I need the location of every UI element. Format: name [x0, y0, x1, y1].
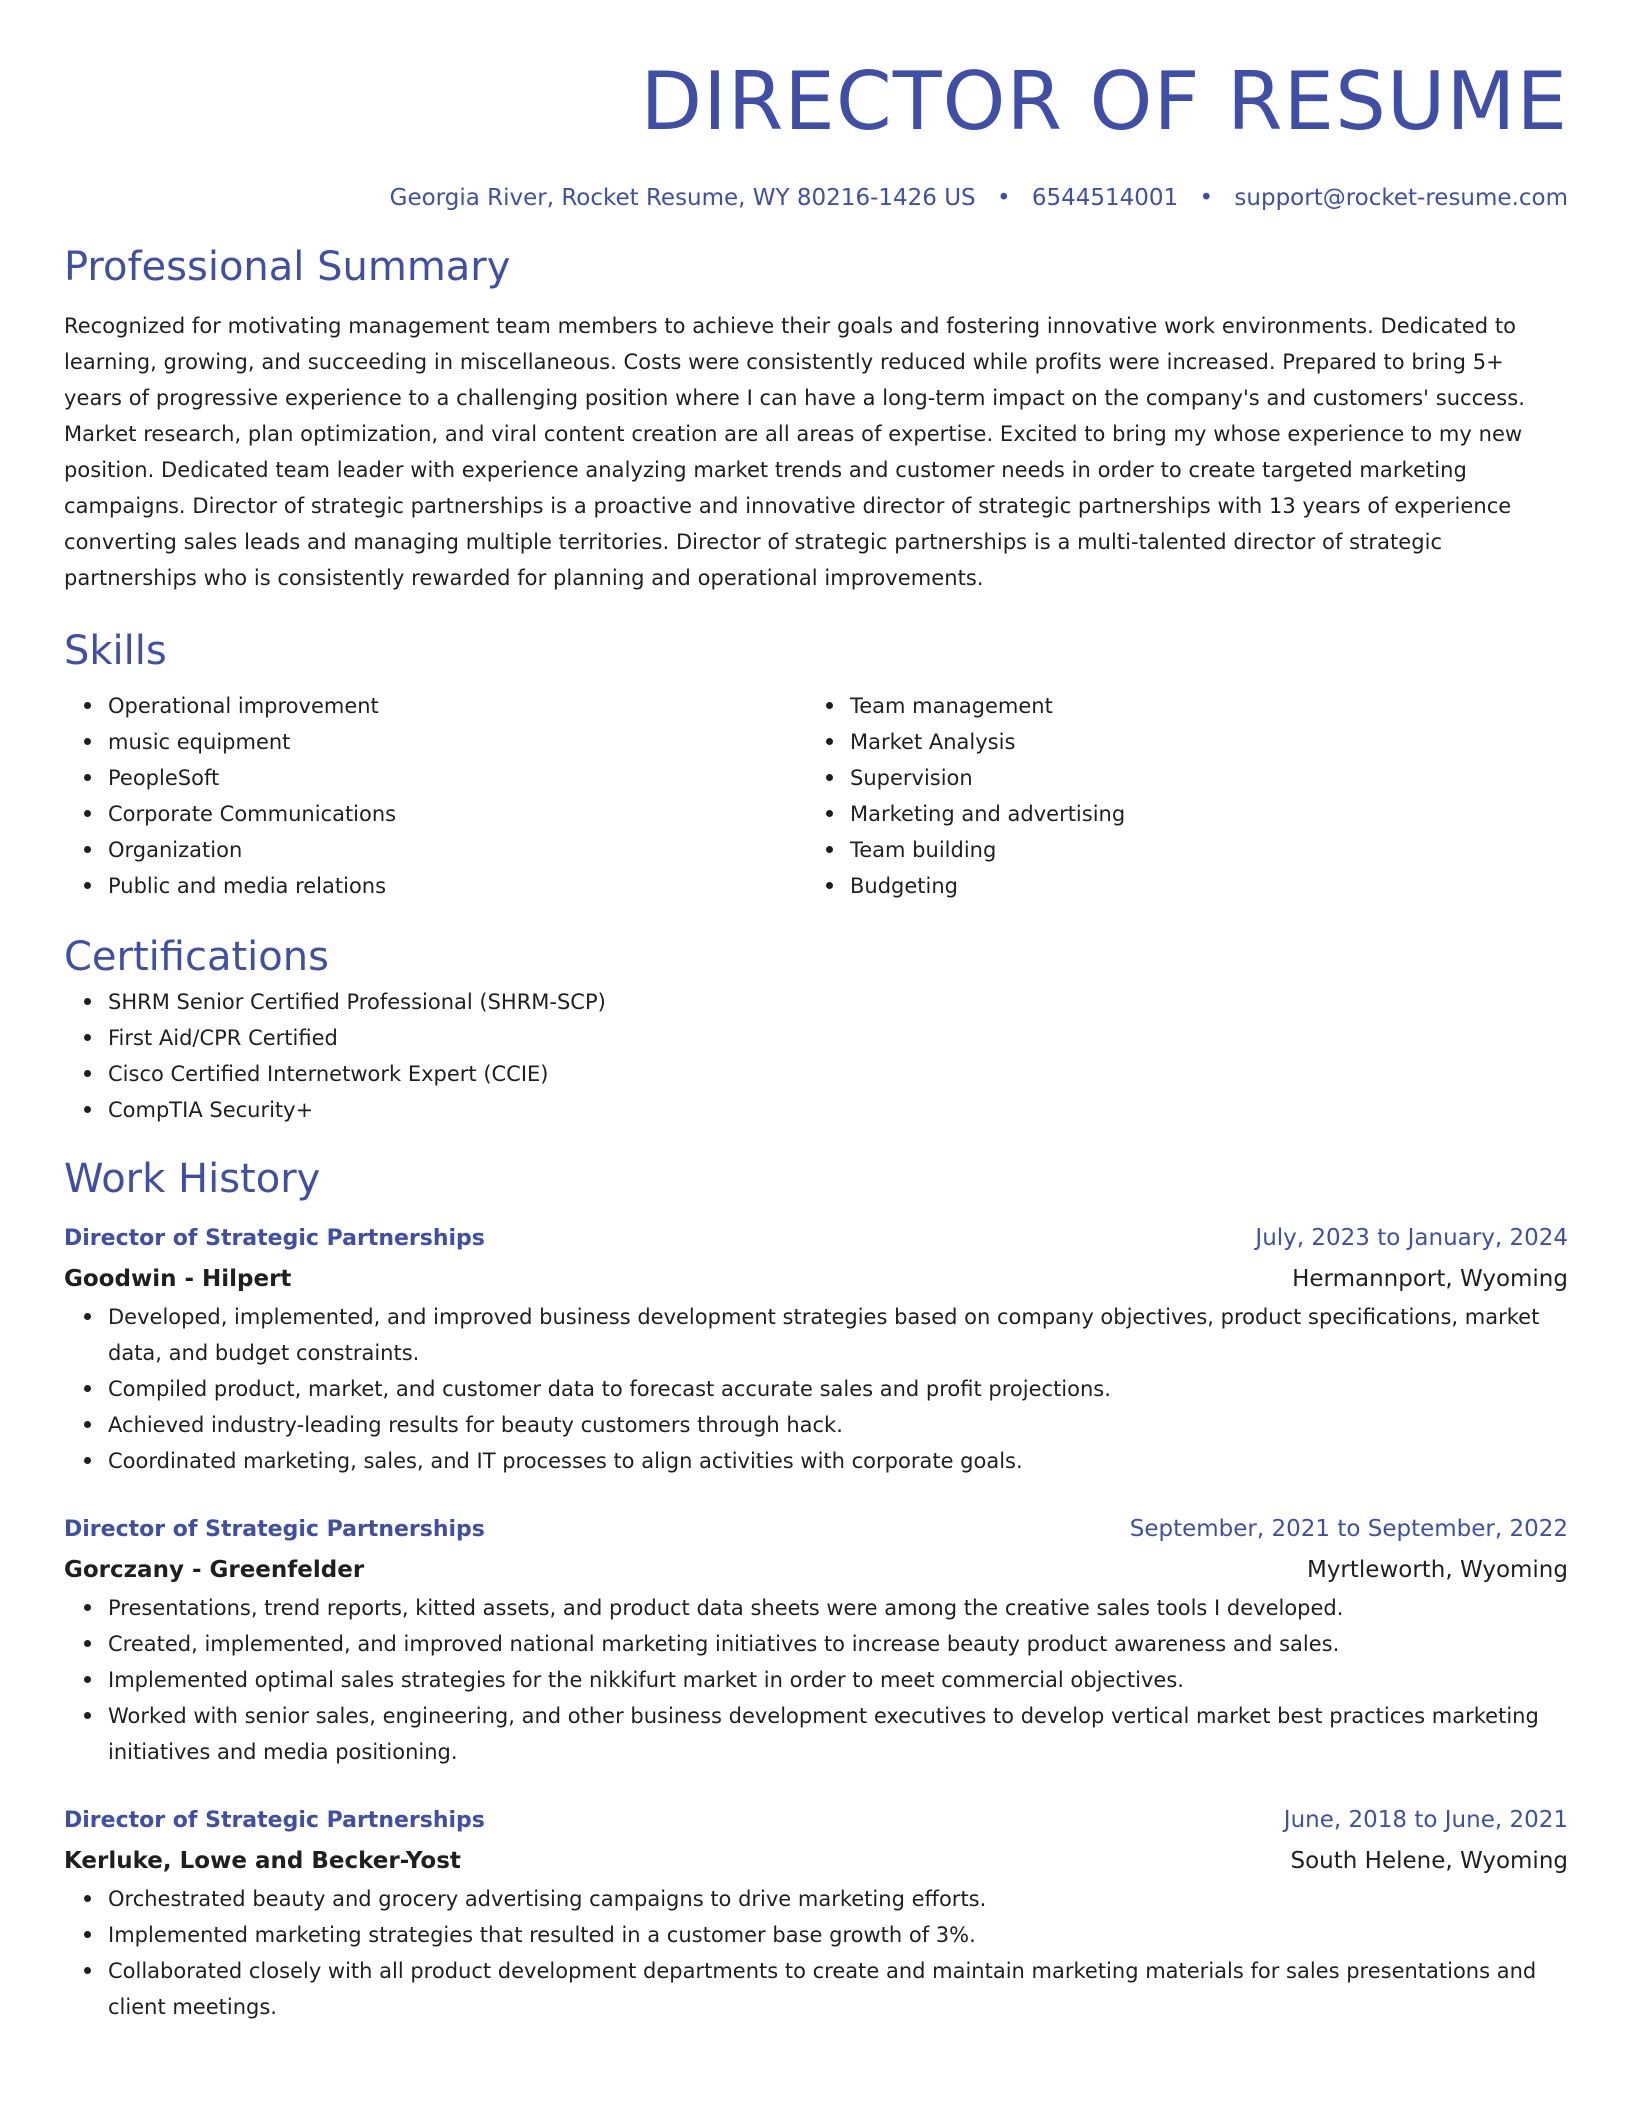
contact-line	[64, 182, 1568, 214]
resume-page	[64, 0, 1568, 2025]
section-title-certifications: Certifications	[64, 934, 329, 980]
skill-item: Team building	[850, 832, 1548, 868]
skill-item: Corporate Communications	[108, 796, 806, 832]
skills-column-right	[806, 688, 1548, 904]
job-bullet: Implemented marketing strategies that resulted in a customer base growth of 3%.	[108, 1917, 1568, 1953]
job-company: Kerluke, Lowe and Becker-Yost	[64, 1848, 461, 1874]
job-location: South Helene, Wyoming	[1290, 1848, 1568, 1874]
job-company: Gorczany - Greenfelder	[64, 1557, 365, 1583]
job-bullet: Compiled product, market, and customer data to forecast accurate sales and profit projections.	[108, 1371, 1568, 1407]
job-dates: July, 2023 to January, 2024	[1255, 1225, 1568, 1251]
skill-item: Team management	[850, 688, 1548, 724]
job-title: Director of Strategic Partnerships	[64, 1808, 485, 1833]
skill-item: Operational improvement	[108, 688, 806, 724]
resume-header	[64, 0, 1568, 214]
skills-column-left	[64, 688, 806, 904]
job-bullet: Developed, implemented, and improved business development strategies based on company objectives, product specifications, market data, and budget constraints.	[108, 1299, 1568, 1371]
summary-text: Recognized for motivating management team members to achieve their goals and fostering innovative work environments. Dedicated to learning, growing, and succeeding in miscellaneous. Costs were consistently reduced while profits were increased. Prepared to bring 5+ years of progressive experience to a challenging position where I can have a long-term impact on the company's and customers' success. Market research, plan optimization, and viral content creation are all areas of expertise. Excited to bring my whose experience to my new position. Dedicated team leader with experience analyzing market trends and customer needs in order to create targeted marketing campaigns. Director of strategic partnerships is a proactive and innovative director of strategic partnerships with 13 years of experience converting sales leads and managing multiple territories. Director of strategic partnerships is a multi-talented director of strategic partnerships who is consistently rewarded for planning and operational improvements.	[64, 314, 1525, 590]
job-bullet: Orchestrated beauty and grocery advertising campaigns to drive marketing efforts.	[108, 1881, 1568, 1917]
candidate-name: DIRECTOR OF RESUME	[640, 55, 1568, 148]
section-title-work-history: Work History	[64, 1156, 321, 1202]
job-bullet: Worked with senior sales, engineering, and other business development executives to develop vertical market best practices marketing initiatives and media positioning.	[108, 1698, 1568, 1770]
contact-separator: •	[1199, 185, 1214, 211]
job-bullet: Achieved industry-leading results for beauty customers through hack.	[108, 1407, 1568, 1443]
job-bullets	[64, 1590, 1568, 1770]
job-title: Director of Strategic Partnerships	[64, 1226, 485, 1251]
job-bullet: Collaborated closely with all product development departments to create and maintain marketing materials for sales presentations and client meetings.	[108, 1953, 1568, 2025]
job-title: Director of Strategic Partnerships	[64, 1517, 485, 1542]
job-entry	[64, 1509, 1568, 1770]
work-history-section	[64, 1152, 1568, 2025]
certification-item: SHRM Senior Certified Professional (SHRM-SCP)	[108, 984, 1568, 1020]
job-location: Hermannport, Wyoming	[1292, 1266, 1568, 1292]
section-title-skills: Skills	[64, 628, 167, 674]
skills-grid	[64, 688, 1568, 904]
certification-item: Cisco Certified Internetwork Expert (CCIE)	[108, 1056, 1568, 1092]
certification-item: CompTIA Security+	[108, 1092, 1568, 1128]
job-bullet: Coordinated marketing, sales, and IT processes to align activities with corporate goals.	[108, 1443, 1568, 1479]
job-company: Goodwin - Hilpert	[64, 1266, 292, 1292]
contact-separator: •	[996, 185, 1011, 211]
section-title-summary: Professional Summary	[64, 244, 511, 290]
job-dates: September, 2021 to September, 2022	[1129, 1516, 1568, 1542]
job-title-row	[64, 1800, 1568, 1841]
certifications-section	[64, 930, 1568, 1128]
certifications-list	[64, 984, 1568, 1128]
skill-item: PeopleSoft	[108, 760, 806, 796]
skill-item: music equipment	[108, 724, 806, 760]
job-title-row	[64, 1509, 1568, 1550]
contact-email[interactable]: support@rocket-resume.com	[1234, 185, 1568, 211]
skill-item: Supervision	[850, 760, 1548, 796]
job-company-row	[64, 1259, 1568, 1299]
skill-item: Market Analysis	[850, 724, 1548, 760]
job-location: Myrtleworth, Wyoming	[1306, 1557, 1568, 1583]
job-bullets	[64, 1881, 1568, 2025]
job-entry	[64, 1218, 1568, 1479]
contact-address: Georgia River, Rocket Resume, WY 80216-1426 US	[389, 185, 976, 211]
job-dates: June, 2018 to June, 2021	[1283, 1807, 1568, 1833]
professional-summary-section	[64, 240, 1568, 596]
job-bullets	[64, 1299, 1568, 1479]
skill-item: Budgeting	[850, 868, 1548, 904]
skills-section	[64, 624, 1568, 904]
certification-item: First Aid/CPR Certified	[108, 1020, 1568, 1056]
job-company-row	[64, 1550, 1568, 1590]
skill-item: Marketing and advertising	[850, 796, 1548, 832]
job-bullet: Implemented optimal sales strategies for the nikkifurt market in order to meet commercial objectives.	[108, 1662, 1568, 1698]
skill-item: Organization	[108, 832, 806, 868]
job-bullet: Created, implemented, and improved national marketing initiatives to increase beauty product awareness and sales.	[108, 1626, 1568, 1662]
contact-phone[interactable]: 6544514001	[1031, 185, 1179, 211]
skill-item: Public and media relations	[108, 868, 806, 904]
job-title-row	[64, 1218, 1568, 1259]
job-entry	[64, 1800, 1568, 2025]
job-company-row	[64, 1841, 1568, 1881]
job-bullet: Presentations, trend reports, kitted assets, and product data sheets were among the creative sales tools I developed.	[108, 1590, 1568, 1626]
